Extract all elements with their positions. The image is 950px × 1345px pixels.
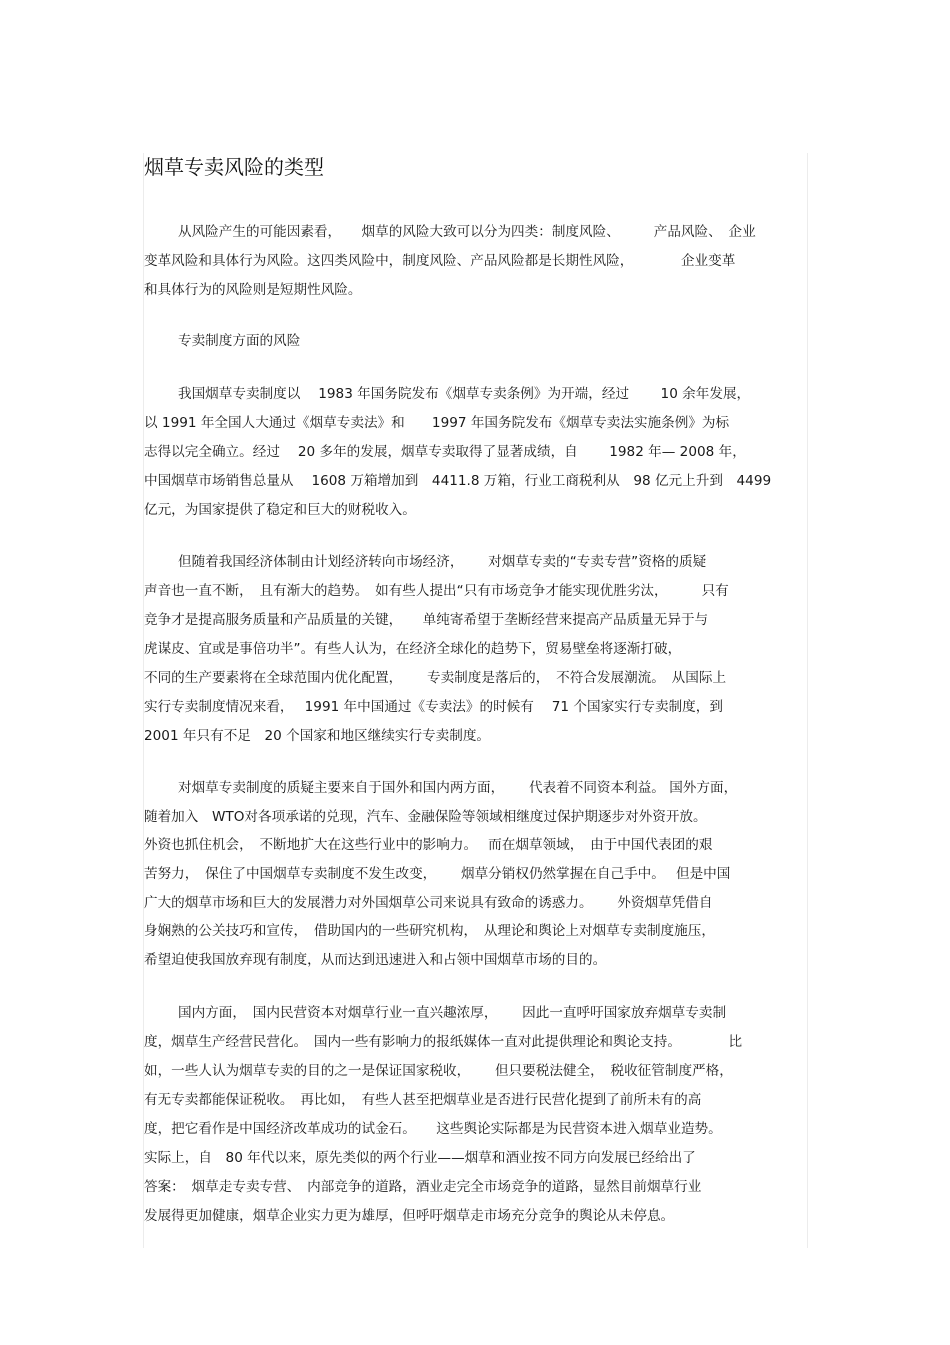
paragraph-line: 变革风险和具体行为风险。这四类风险中，制度风险、产品风险都是长期性风险， 企业变革 bbox=[144, 253, 736, 269]
paragraph-line: 国内方面， 国内民营资本对烟草行业一直兴趣浓厚， 因此一直呼吁国家放弃烟草专卖制 bbox=[178, 1005, 727, 1021]
paragraph-line: 但随着我国经济体制由计划经济转向市场经济， 对烟草专卖的“专卖专营”资格的质疑 bbox=[178, 554, 707, 570]
paragraph-line: 希望迫使我国放弃现有制度，从而达到迅速进入和占领中国烟草市场的目的。 bbox=[144, 952, 607, 968]
paragraph-line: 中国烟草市场销售总量从 1608 万箱增加到 4411.8 万箱，行业工商税利从 98 亿元上升到 4499 bbox=[144, 473, 772, 489]
paragraph-line: 实行专卖制度情况来看， 1991 年中国通过《专卖法》的时候有 71 个国家实行专卖制度，到 bbox=[144, 699, 723, 715]
paragraph-line: 实际上，自 80 年代以来，原先类似的两个行业——烟草和酒业按不同方向发展已经给出了 bbox=[144, 1150, 696, 1166]
paragraph-line: 随着加入 WTO对各项承诺的兑现，汽车、金融保险等领域相继度过保护期逐步对外资开放。 bbox=[144, 809, 707, 825]
paragraph-line: 亿元，为国家提供了稳定和巨大的财税收入。 bbox=[144, 502, 416, 518]
paragraph-line: 外资也抓住机会， 不断地扩大在这些行业中的影响力。 而在烟草领域， 由于中国代表团的艰 bbox=[144, 837, 713, 853]
paragraph-line: 发展得更加健康，烟草企业实力更为雄厚，但呼吁烟草走市场充分竞争的舆论从未停息。 bbox=[144, 1208, 675, 1224]
paragraph-line: 志得以完全确立。经过 20 多年的发展，烟草专卖取得了显著成绩，自 1982 年— 2008 年， bbox=[144, 444, 746, 460]
section-heading: 专卖制度方面的风险 bbox=[178, 333, 301, 349]
paragraph-line: 苦努力， 保住了中国烟草专卖制度不发生改变， 烟草分销权仍然掌握在自己手中。 但是中国 bbox=[144, 866, 731, 882]
paragraph-line: 有无专卖都能保证税收。 再比如， 有些人甚至把烟草业是否进行民营化提到了前所未有的高 bbox=[144, 1092, 702, 1108]
paragraph-line: 和具体行为的风险则是短期性风险。 bbox=[144, 282, 362, 298]
paragraph-line: 答案： 烟草走专卖专营、 内部竞争的道路，酒业走完全市场竞争的道路，显然目前烟草行业 bbox=[144, 1179, 702, 1195]
paragraph-line: 虎谋皮、宜或是事倍功半”。有些人认为，在经济全球化的趋势下，贸易壁垒将逐渐打破， bbox=[144, 641, 682, 657]
paragraph-line: 度，烟草生产经营民营化。 国内一些有影响力的报纸媒体一直对此提供理论和舆论支持。 比 bbox=[144, 1034, 743, 1050]
paragraph-line: 如，一些人认为烟草专卖的目的之一是保证国家税收， 但只要税法健全， 税收征管制度严格， bbox=[144, 1063, 733, 1079]
paragraph-line: 2001 年只有不足 20 个国家和地区继续实行专卖制度。 bbox=[144, 728, 491, 744]
paragraph-line: 广大的烟草市场和巨大的发展潜力对外国烟草公司来说具有致命的诱惑力。 外资烟草凭借自 bbox=[144, 895, 713, 911]
paragraph-line: 竞争才是提高服务质量和产品质量的关键， 单纯寄希望于垄断经营来提高产品质量无异于与 bbox=[144, 612, 709, 628]
paragraph-line: 身娴熟的公关技巧和宣传， 借助国内的一些研究机构， 从理论和舆论上对烟草专卖制度施压， bbox=[144, 923, 715, 939]
document-title: 烟草专卖风险的类型 bbox=[144, 155, 324, 179]
paragraph-line: 以 1991 年全国人大通过《烟草专卖法》和 1997 年国务院发布《烟草专卖法实施条例》为标 bbox=[144, 415, 730, 431]
paragraph-line: 对烟草专卖制度的质疑主要来自于国外和国内两方面， 代表着不同资本利益。 国外方面， bbox=[178, 780, 738, 796]
paragraph-line: 不同的生产要素将在全球范围内优化配置， 专卖制度是落后的， 不符合发展潮流。 从国际上 bbox=[144, 670, 727, 686]
paragraph-line: 声音也一直不断， 且有渐大的趋势。 如有些人提出“只有市场竞争才能实现优胜劣汰， 只有 bbox=[144, 583, 729, 599]
paragraph-line: 度，把它看作是中国经济改革成功的试金石。 这些舆论实际都是为民营资本进入烟草业造势。 bbox=[144, 1121, 722, 1137]
paragraph-line: 从风险产生的可能因素看， 烟草的风险大致可以分为四类：制度风险、 产品风险、 企业 bbox=[178, 224, 756, 240]
paragraph-line: 我国烟草专卖制度以 1983 年国务院发布《烟草专卖条例》为开端，经过 10 余年发展， bbox=[178, 386, 751, 402]
